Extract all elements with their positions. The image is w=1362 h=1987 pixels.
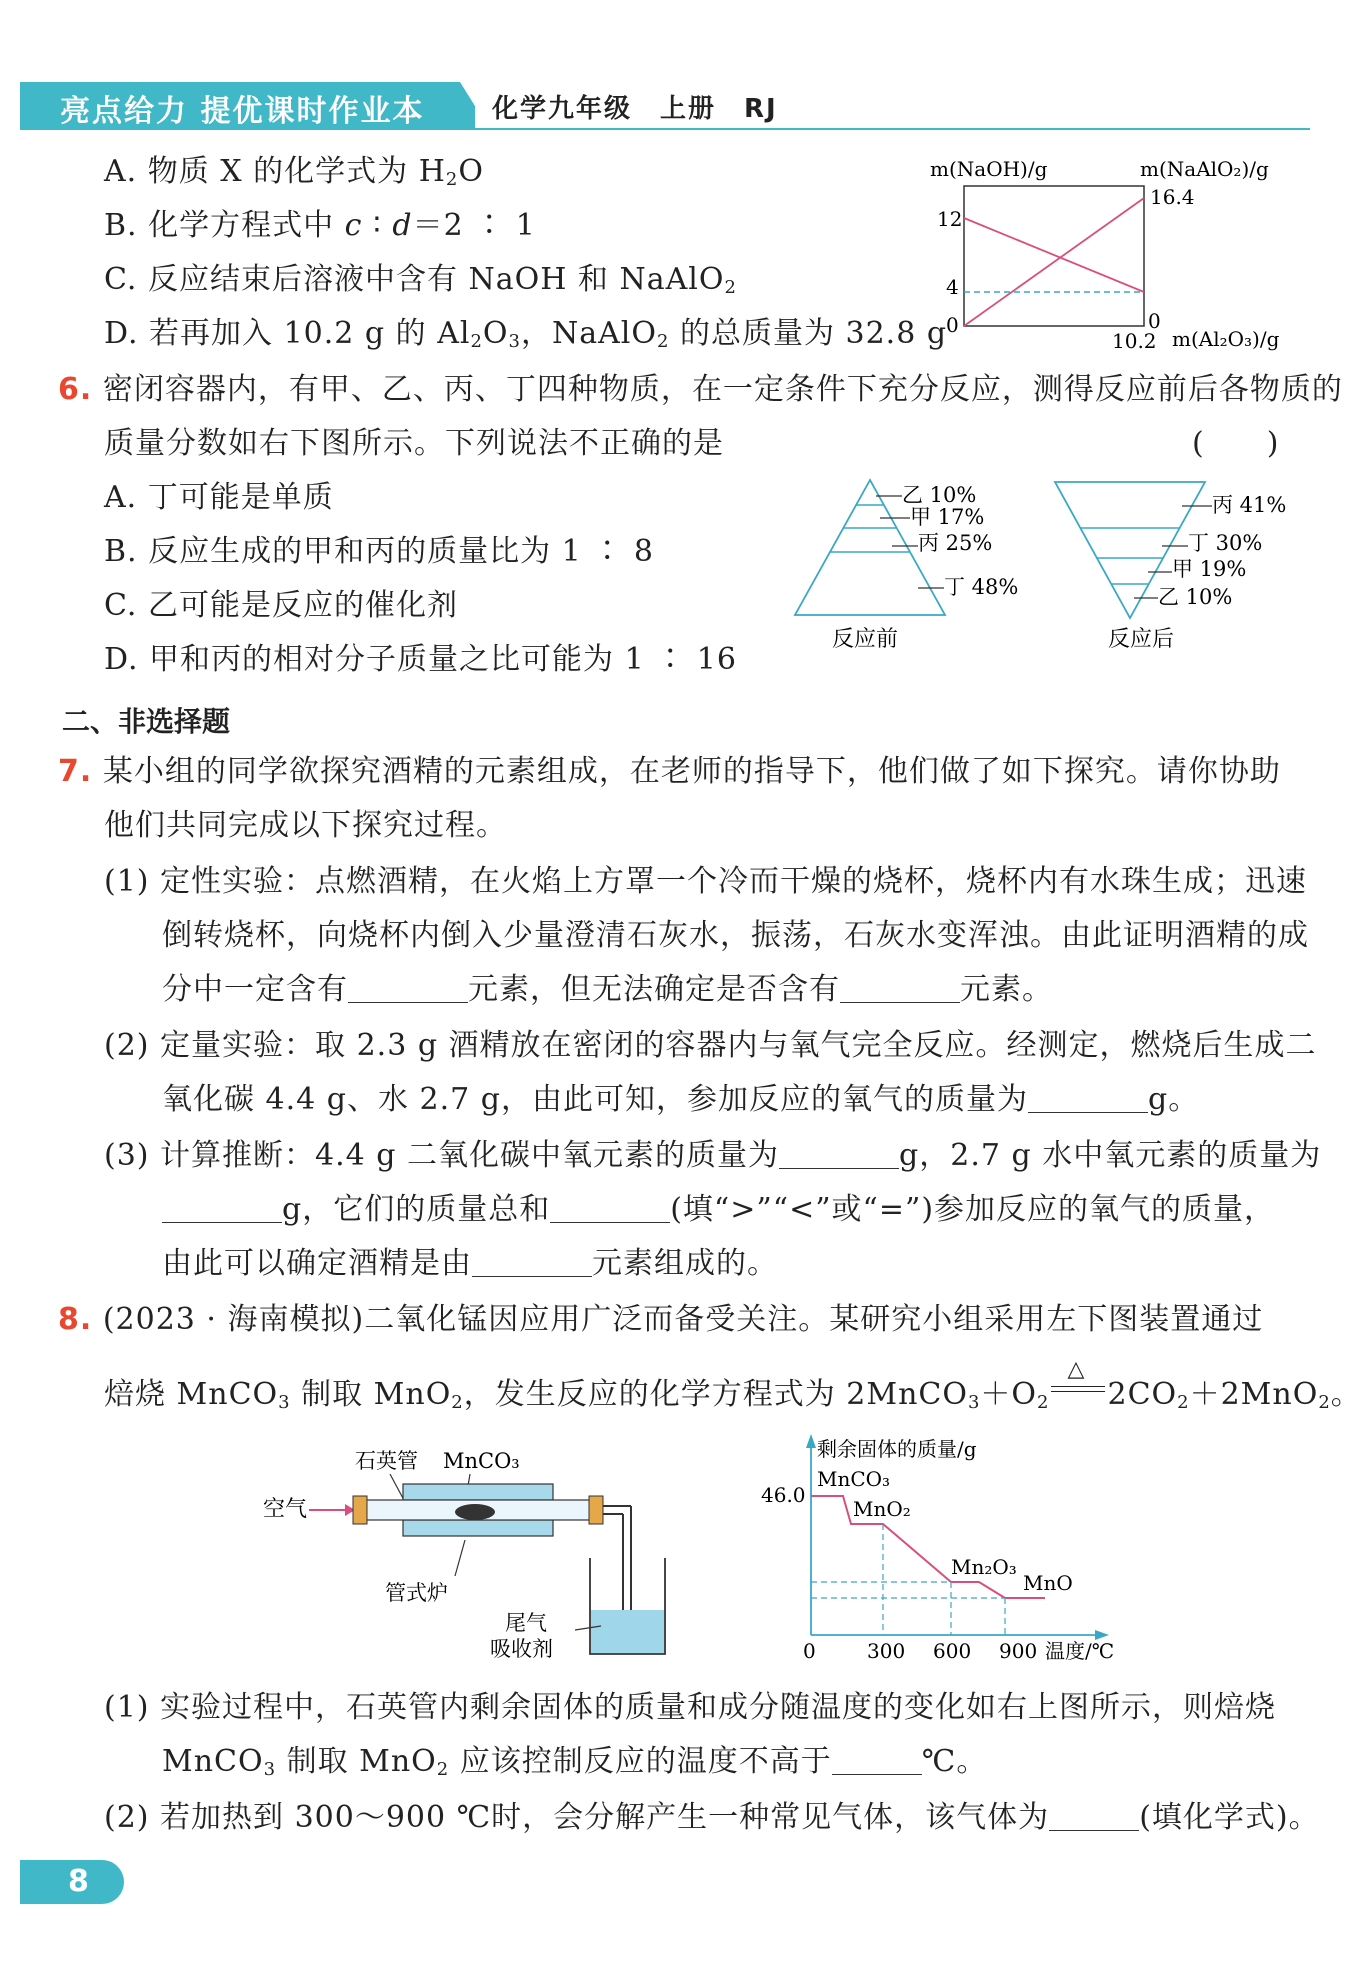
q8-blank-2[interactable] — [1049, 1800, 1139, 1831]
q5-chart — [920, 150, 1300, 360]
q7-blank-1[interactable] — [348, 972, 468, 1003]
q8-x-label: 温度/℃ — [1045, 1639, 1115, 1663]
furnace-label: 管式炉 — [385, 1581, 448, 1605]
q8-y-tick: 46.0 — [761, 1483, 806, 1507]
q5-plot-frame — [964, 186, 1144, 326]
q5-tick-10-2: 10.2 — [1112, 329, 1157, 353]
header-title: 亮点给力 提优课时作业本 — [60, 94, 425, 129]
before-label-yi: 乙 10% — [902, 483, 977, 507]
q5-x-label: m(Al₂O₃)/g — [1172, 327, 1280, 351]
q7-blank-6[interactable] — [550, 1192, 670, 1223]
header-rule — [470, 128, 1310, 130]
q5-tick-16-4: 16.4 — [1150, 185, 1195, 209]
before-label-ding: 丁 48% — [944, 575, 1019, 599]
q8-apparatus — [255, 1440, 695, 1665]
q8-blank-1[interactable] — [832, 1744, 922, 1775]
q8-label-mnco3: MnCO₃ — [817, 1467, 891, 1491]
q6-answer-paren: ( ) — [1192, 426, 1280, 461]
q8-x-tick-0: 0 — [803, 1639, 816, 1663]
q7-part2-line1: (2) 定量实验：取 2.3 g 酒精放在密闭的容器内与氧气完全反应。经测定，燃烧后生成二 — [104, 1028, 1317, 1063]
q6-option-b: B. 反应生成的甲和丙的质量比为 1 ∶ 8 — [104, 534, 654, 569]
absorber-label-2: 吸收剂 — [490, 1637, 553, 1661]
q7-blank-7[interactable] — [472, 1246, 592, 1277]
after-caption: 反应后 — [1108, 627, 1175, 652]
q8-part1-line1: (1) 实验过程中，石英管内剩余固体的质量和成分随温度的变化如右上图所示，则焙烧 — [104, 1690, 1277, 1725]
after-label-bing: 丙 41% — [1212, 493, 1287, 517]
q5-option-c: C. 反应结束后溶液中含有 NaOH 和 NaAlO$_2$ — [104, 262, 737, 298]
q8-label-mno: MnO — [1023, 1571, 1073, 1595]
q7-part1-line2: 倒转烧杯，向烧杯内倒入少量澄清石灰水，振荡，石灰水变浑浊。由此证明酒精的成 — [162, 918, 1309, 953]
q7-part3-line3: 由此可以确定酒精是由 元素组成的。 — [162, 1246, 778, 1281]
q8-x-tick-900: 900 — [999, 1639, 1038, 1663]
section-heading: 二、非选择题 — [62, 705, 231, 738]
q5-option-b: B. 化学方程式中 c ∶ d＝2 ∶ 1 — [104, 208, 536, 243]
mnco3-sample — [455, 1504, 495, 1520]
q6-stem-line1: 6. 密闭容器内，有甲、乙、丙、丁四种物质，在一定条件下充分反应，测得反应前后各物质的 — [58, 372, 1343, 407]
q8-stem-line1: 8. (2023 · 海南模拟)二氧化锰因应用广泛而备受关注。某研究小组采用左下图装置通过 — [58, 1302, 1264, 1337]
q8-y-label: 剩余固体的质量/g — [817, 1437, 977, 1461]
absorber-label-1: 尾气 — [505, 1611, 547, 1635]
q6-stem-line2: 质量分数如右下图所示。下列说法不正确的是 — [104, 426, 724, 461]
q5-tick-12: 12 — [937, 207, 963, 231]
furnace-bottom — [403, 1520, 553, 1536]
air-label: 空气 — [263, 1497, 308, 1522]
q8-label-mno2: MnO₂ — [853, 1497, 911, 1521]
after-label-jia: 甲 19% — [1172, 557, 1247, 581]
q7-part2-line2: 氧化碳 4.4 g、水 2.7 g，由此可知，参加反应的氧气的质量为 g。 — [162, 1082, 1200, 1117]
q7-part1-line1: (1) 定性实验：点燃酒精，在火焰上方罩一个冷而干燥的烧杯，烧杯内有水珠生成；迅速 — [104, 864, 1308, 899]
q7-stem-line1: 7. 某小组的同学欲探究酒精的元素组成，在老师的指导下，他们做了如下探究。请你协助 — [58, 754, 1281, 789]
q8-x-tick-300: 300 — [867, 1639, 906, 1663]
mnco3-label: MnCO₃ — [443, 1449, 520, 1473]
q8-part2-line: (2) 若加热到 300～900 ℃时，会分解产生一种常见气体，该气体为 (填化学式)。 — [104, 1800, 1320, 1835]
page-number: 8 — [20, 1860, 124, 1904]
q7-blank-3[interactable] — [1028, 1082, 1148, 1113]
q7-part3-line2: g，它们的质量总和 (填“>”“<”或“=”)参加反应的氧气的质量， — [162, 1190, 1275, 1230]
q5-y-left-label: m(NaOH)/g — [930, 157, 1048, 181]
q5-option-a: A. 物质 X 的化学式为 $H_2O$ — [104, 154, 484, 190]
q6-option-a: A. 丁可能是单质 — [104, 480, 334, 515]
absorber-liquid — [591, 1610, 664, 1653]
q7-stem-line2: 他们共同完成以下探究过程。 — [104, 808, 507, 843]
q5-y-right-label: m(NaAlO₂)/g — [1140, 157, 1269, 181]
q5-tick-0-right: 0 — [1148, 309, 1161, 333]
q8-part1-line2: MnCO$_3$ 制取 MnO$_2$ 应该控制反应的温度不高于 ℃。 — [162, 1744, 988, 1780]
q6-option-d: D. 甲和丙的相对分子质量之比可能为 1 ∶ 16 — [104, 642, 737, 677]
q8-x-tick-600: 600 — [933, 1639, 972, 1663]
q8-stem-line2: 焙烧 MnCO$_3$ 制取 MnO$_2$，发生反应的化学方程式为 $2MnCO_3+O_2$ △ $2CO_2+2MnO_2$。 — [104, 1374, 1362, 1415]
q7-part1-line3: 分中一定含有 元素，但无法确定是否含有 元素。 — [162, 972, 1053, 1007]
before-label-jia: 甲 17% — [910, 505, 985, 529]
q6-option-c: C. 乙可能是反应的催化剂 — [104, 588, 458, 623]
before-label-bing: 丙 25% — [918, 531, 993, 555]
q5-naoh-line — [964, 218, 1144, 292]
q7-part3-line1: (3) 计算推断：4.4 g 二氧化碳中氧元素的质量为 g，2.7 g 水中氧元素的质量为 — [104, 1138, 1322, 1173]
header-subtitle: 化学九年级 上册 RJ — [492, 94, 778, 124]
q5-option-d: D. 若再加入 10.2 g 的 $Al_2O_3$，NaAlO$_2$ 的总质量为 32.8 g — [104, 316, 948, 352]
quartz-tube-label: 石英管 — [355, 1449, 418, 1473]
furnace-top — [403, 1484, 553, 1500]
q6-pyramid-diagram — [790, 470, 1310, 660]
heat-symbol: △ — [1067, 1357, 1086, 1382]
after-label-ding: 丁 30% — [1188, 531, 1263, 555]
reaction-arrow — [1049, 1357, 1107, 1404]
q7-blank-5[interactable] — [162, 1192, 282, 1223]
q7-blank-4[interactable] — [779, 1138, 899, 1169]
q5-tick-4: 4 — [946, 275, 959, 299]
q8-chart — [755, 1430, 1135, 1665]
after-label-yi: 乙 10% — [1158, 585, 1233, 609]
q8-label-mn2o3: Mn₂O₃ — [951, 1555, 1017, 1579]
before-caption: 反应前 — [832, 627, 899, 652]
q5-tick-0-left: 0 — [946, 313, 959, 337]
q5-naalo2-line — [964, 198, 1144, 326]
q8-mass-curve — [811, 1496, 1045, 1598]
q7-blank-2[interactable] — [840, 972, 960, 1003]
